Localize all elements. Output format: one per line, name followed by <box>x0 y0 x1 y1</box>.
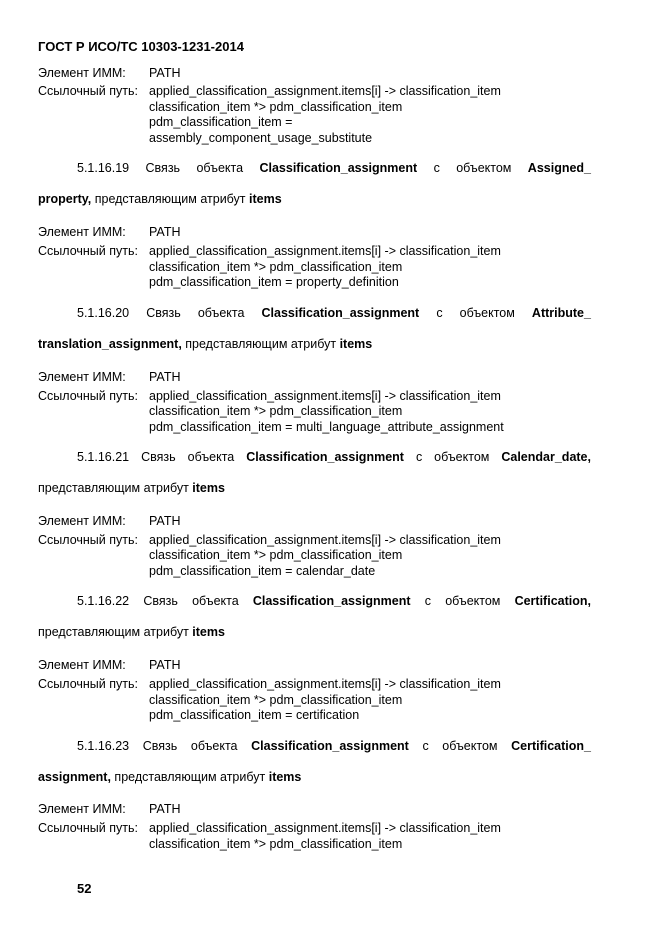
section-heading <box>77 161 591 177</box>
section-number: 5.1.16.19 <box>77 161 130 175</box>
heading-word: Связь <box>145 161 181 175</box>
section-number: 5.1.16.22 <box>77 594 130 608</box>
heading-word: с <box>415 450 423 464</box>
path-line: applied_classification_assignment.items[i] -> classification_item <box>149 821 501 835</box>
path-line: pdm_classification_item = certification <box>149 708 360 722</box>
target-entity-cont: translation_assignment, <box>38 337 182 351</box>
path-line: classification_item *> pdm_classification_item <box>149 836 403 851</box>
target-entity-cont: assignment, <box>38 770 111 784</box>
heading-word: объекта <box>196 161 244 175</box>
heading-tail: представляющим атрибут <box>94 192 246 206</box>
path-line: assembly_component_usage_substitute <box>149 130 373 145</box>
section-heading-cont <box>38 337 372 353</box>
path-row <box>38 533 501 549</box>
path-line: classification_item *> pdm_classification_item <box>149 548 403 562</box>
heading-word: объектом <box>445 594 501 608</box>
heading-word: объекта <box>192 594 239 608</box>
path-label: Ссылочный путь: <box>38 84 138 98</box>
entity-name: Classification_assignment <box>259 161 418 175</box>
path-line: applied_classification_assignment.items[i] -> classification_item <box>149 677 501 691</box>
element-value: PATH <box>149 658 181 672</box>
heading-word: объектом <box>459 306 515 320</box>
path-line: classification_item *> pdm_classification_item <box>149 692 403 707</box>
element-row <box>38 225 180 241</box>
attribute-name: items <box>339 337 373 351</box>
path-label: Ссылочный путь: <box>38 677 138 691</box>
section-heading <box>77 306 591 322</box>
target-entity: Assigned_ <box>527 161 592 175</box>
heading-word: Связь <box>143 594 178 608</box>
path-line: classification_item *> pdm_classification_item <box>149 99 403 114</box>
heading-word: объектом <box>442 739 498 753</box>
heading-word: Связь <box>142 739 178 753</box>
section-number: 5.1.16.20 <box>77 306 130 320</box>
section-heading <box>77 739 591 755</box>
section-number: 5.1.16.21 <box>77 450 130 464</box>
element-value: PATH <box>149 514 181 528</box>
heading-tail: представляющим атрибут <box>38 625 189 639</box>
element-row <box>38 514 180 530</box>
path-label: Ссылочный путь: <box>38 533 138 547</box>
heading-word: Связь <box>141 450 176 464</box>
path-line: classification_item *> pdm_classification_item <box>149 404 403 418</box>
path-line: applied_classification_assignment.items[i] -> classification_item <box>149 84 501 98</box>
path-line: pdm_classification_item = property_definition <box>149 275 399 289</box>
element-label: Элемент ИММ: <box>38 802 126 816</box>
element-label: Элемент ИММ: <box>38 514 126 528</box>
path-row <box>38 821 501 837</box>
section-heading-cont <box>38 192 282 208</box>
path-line: pdm_classification_item = calendar_date <box>149 563 376 578</box>
element-value: PATH <box>149 370 181 384</box>
path-label: Ссылочный путь: <box>38 244 138 258</box>
entity-name: Classification_assignment <box>252 594 411 608</box>
entity-name: Classification_assignment <box>246 450 404 464</box>
heading-word: объекта <box>190 739 238 753</box>
document-header: ГОСТ Р ИСО/ТС 10303-1231-2014 <box>38 39 244 54</box>
entity-name: Classification_assignment <box>251 739 409 753</box>
element-label: Элемент ИММ: <box>38 370 126 384</box>
element-value: PATH <box>149 66 181 80</box>
section-heading-cont <box>38 625 225 641</box>
target-entity-cont: property, <box>38 192 92 206</box>
path-row <box>38 84 501 100</box>
heading-word: с <box>422 739 429 753</box>
target-entity: Calendar_date, <box>501 450 591 464</box>
element-label: Элемент ИММ: <box>38 658 126 672</box>
path-row <box>38 244 501 260</box>
target-entity: Attribute_ <box>531 306 591 320</box>
element-value: PATH <box>149 802 181 816</box>
attribute-name: items <box>249 192 282 206</box>
path-line: applied_classification_assignment.items[i] -> classification_item <box>149 533 501 547</box>
element-row <box>38 802 180 818</box>
heading-word: Связь <box>146 306 181 320</box>
heading-word: объекта <box>197 306 245 320</box>
heading-tail: представляющим атрибут <box>38 481 189 495</box>
section-heading-cont <box>38 481 225 497</box>
heading-word: объектом <box>456 161 512 175</box>
path-line: classification_item *> pdm_classification_item <box>149 259 403 274</box>
heading-word: с <box>424 594 431 608</box>
attribute-name: items <box>268 770 302 784</box>
element-row <box>38 658 180 674</box>
element-label: Элемент ИММ: <box>38 66 126 80</box>
heading-word: объектом <box>434 450 490 464</box>
element-row <box>38 66 180 82</box>
path-line: pdm_classification_item = <box>149 115 293 129</box>
section-number: 5.1.16.23 <box>77 739 130 753</box>
path-row <box>38 389 501 405</box>
target-entity: Certification_ <box>511 739 591 753</box>
path-label: Ссылочный путь: <box>38 389 138 403</box>
target-entity: Certification, <box>514 594 591 608</box>
heading-word: с <box>433 161 440 175</box>
section-heading-cont <box>38 770 301 786</box>
path-line: pdm_classification_item = multi_language_attribute_assignment <box>149 419 504 434</box>
path-line: applied_classification_assignment.items[i] -> classification_item <box>149 244 501 258</box>
attribute-name: items <box>192 481 225 495</box>
heading-tail: представляющим атрибут <box>114 770 266 784</box>
section-heading <box>77 594 591 610</box>
path-line: applied_classification_assignment.items[i] -> classification_item <box>149 389 501 403</box>
path-label: Ссылочный путь: <box>38 821 138 835</box>
element-row <box>38 370 180 386</box>
heading-tail: представляющим атрибут <box>185 337 337 351</box>
attribute-name: items <box>192 625 225 639</box>
heading-word: с <box>436 306 443 320</box>
heading-word: объекта <box>187 450 235 464</box>
element-label: Элемент ИММ: <box>38 225 126 239</box>
path-row <box>38 677 501 693</box>
entity-name: Classification_assignment <box>261 306 420 320</box>
element-value: PATH <box>149 225 181 239</box>
section-heading <box>77 450 591 466</box>
page-number: 52 <box>77 881 92 896</box>
